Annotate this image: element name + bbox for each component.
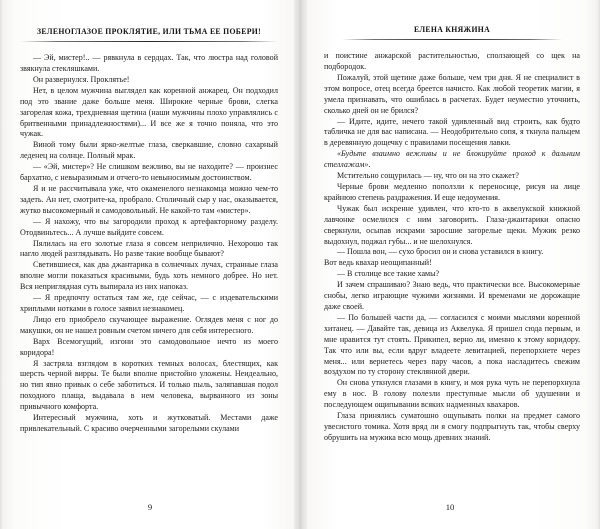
paragraph: — «Эй, мистер»? Не слишком вежливо, вы не находите? — произнес бархатно, с невыразимым и отчего-то невыносимым достоинством. bbox=[20, 162, 278, 183]
paragraph: Я застряла взглядом в коротких темных волосах, блестящих, как шерсть черной вирры. Те были вполне пристойно уложены. Неидеально, но тип явно привык о себе заботиться. И только пыль, заляпавшая подол походного плаща, выдавала в нем человека, вырванного из зоны привычного комфорта. bbox=[20, 358, 278, 412]
paragraph: Вот ведь квахар неощипанный! bbox=[324, 258, 432, 268]
paragraph: — Я нахожу, что вы загородили проход к артефакторному разделу. Отодвиньтесь... А лучше выйдите совсем. bbox=[20, 216, 278, 237]
paragraph: — По большей части да, — согласился с моими мыслями коренной хитанец. — Давайте так, девица из Аквелука. Я пришел сюда первым, и мне нравится тут стоять. Прикипел, верно ли, именно к этому коридору. Так что или вы, если вдруг владеете левитацией, перепорхнете через меня... или вернетесь через пару часов, а пока насладитесь свежим воздухом по ту сторону стеклянной двери. bbox=[324, 312, 580, 377]
paragraph: Варх Всемогущий, изгони это самодовольное нечто из моего коридора! bbox=[20, 336, 278, 357]
paragraph: Он развернулся. Проклятье! bbox=[33, 74, 130, 84]
left-page-edge-shadow bbox=[0, 0, 3, 529]
paragraph: Интересный мужчина, хоть и жутковатый. Местами даже привлекательный. С красиво очерченными загорелыми скулами bbox=[20, 413, 278, 433]
paragraph: Светившиеся, как два джантарика в солнечных лучах, странные глаза вполне могли показаться красивыми, будь хоть немного добрее. Но нет. Вся неприглядная суть выпирала из них напоказ. bbox=[20, 260, 278, 292]
paragraph: — Идите, идите, нечего такой удивленный вид строить, как будто табличка не для вас написана. — Неодобрительно сопя, я ткнула пальцем в деревянную дощечку с правилами посещения лавки. bbox=[324, 116, 580, 148]
left-page-number: 9 bbox=[147, 502, 153, 512]
paragraph: — В столице все такие хамы? bbox=[337, 269, 440, 279]
right-page bbox=[300, 0, 600, 529]
chapter-title: ЗЕЛЕНОГЛАЗОЕ ПРОКЛЯТИЕ, ИЛИ ТЬМА ЕЕ ПОБЕРИ! bbox=[37, 27, 261, 36]
paragraph: Я и не рассчитывала уже, что окаменелого незнакомца можно чем-то задеть. Ан нет, смотрите-ка, пробрало. Столичный сыр у нас, оказывается, жутко высокомерный и самодовольный. Не какой-то там «мистер». bbox=[20, 184, 278, 215]
paragraph: Чужак был искренне удивлен, что кто-то в аквелукской книжной лавчонке осмелился с ним заговорить. Глаза-джантарики опасно сверкнули, осыпав искрами заросшие загорелые щеки. Мужик резко выдохнул, поджал губы... и не шелохнулся. bbox=[324, 203, 580, 246]
paragraph: — Я предпочту остаться там же, где сейчас, — с издевательскими хриплыми нотками в голосе заявил незнакомец. bbox=[20, 293, 278, 313]
paragraph: Пожалуй, этой щетине даже больше, чем три дня. Я не специалист в этом вопросе, отец всегда бреется начисто. Как любой теоретик магии, я умела признавать, что ошиблась в расчетах. Будет неуместно уточнить, сколько дней он не брился? bbox=[324, 72, 580, 115]
left-page-body bbox=[20, 53, 278, 435]
paragraph: «Будьте взаимно вежливы и не блокируйте проход к дальним стеллажам». bbox=[324, 149, 580, 170]
paragraph: — Эй, мистер!.. — рявкнула в сердцах. Так, что люстра над головой звякнула стекляшками. bbox=[20, 53, 278, 74]
chapter-title-rule bbox=[20, 41, 278, 42]
paragraph: Нет, в целом мужчина выглядел как коренной анжарец. Он подходил под это звание даже больше меня. Широкие черные брови, слегка загорелая кожа, трехдневная щетина (наши мужчины плохо управлялись с бритвенными принадлежностями)... И все же я точно поняла, что это чужак. bbox=[20, 85, 278, 139]
paragraph: Мстительно сощурилась — ну, что он на это скажет? bbox=[337, 171, 519, 181]
running-head-rule bbox=[342, 39, 562, 40]
right-page-number: 10 bbox=[445, 502, 455, 512]
paragraph: Виной тому были ярко-желтые глаза, сверкавшие, словно сахарный леденец на солнце. Полный мрак. bbox=[20, 140, 278, 161]
right-page-body bbox=[324, 51, 580, 444]
paragraph: Лицо его приобрело скучающее выражение. Оглядев меня с ног до макушки, он не нашел ровным счетом ничего для себя интересного. bbox=[20, 314, 278, 335]
paragraph: — Пошла вон, — сухо бросил он и снова уставился в книгу. bbox=[337, 247, 544, 257]
paragraph: Он снова уткнулся глазами в книгу, и моя рука чуть не перепорхнула ему в нос. В голову полезли преступные мысли об удушении и последующем ощипывании всяких надменных квахаров. bbox=[324, 378, 580, 410]
author-running-head: ЕЛЕНА КНЯЖИНА bbox=[413, 25, 491, 34]
paragraph: Пялилась на его золотые глаза я совсем неприлично. Нехорошо так нагло людей разглядывать. Но разве такие вообще бывают? bbox=[20, 238, 278, 259]
paragraph: Глаза принялись суматошно ощупывать полки на предмет самого увесистого томика. Хотя вряд ли я смогу подпрыгнуть так, чтобы сверху обрушить на мужика всю мощь древних знаний. bbox=[324, 411, 580, 442]
paragraph: И зачем спрашиваю? Знаю ведь, что практически все. Высокомерные снобы, легко играющие чужими жизнями. И временами не дорожащие даже своей. bbox=[324, 280, 580, 311]
paragraph: Черные брови медленно поползли к переносице, рисуя на лице крайнюю степень раздражения. И еще недоумения. bbox=[324, 182, 580, 202]
paragraph: и поистине анжарской растительностью, сползающей со щек на подбородок. bbox=[324, 51, 580, 72]
